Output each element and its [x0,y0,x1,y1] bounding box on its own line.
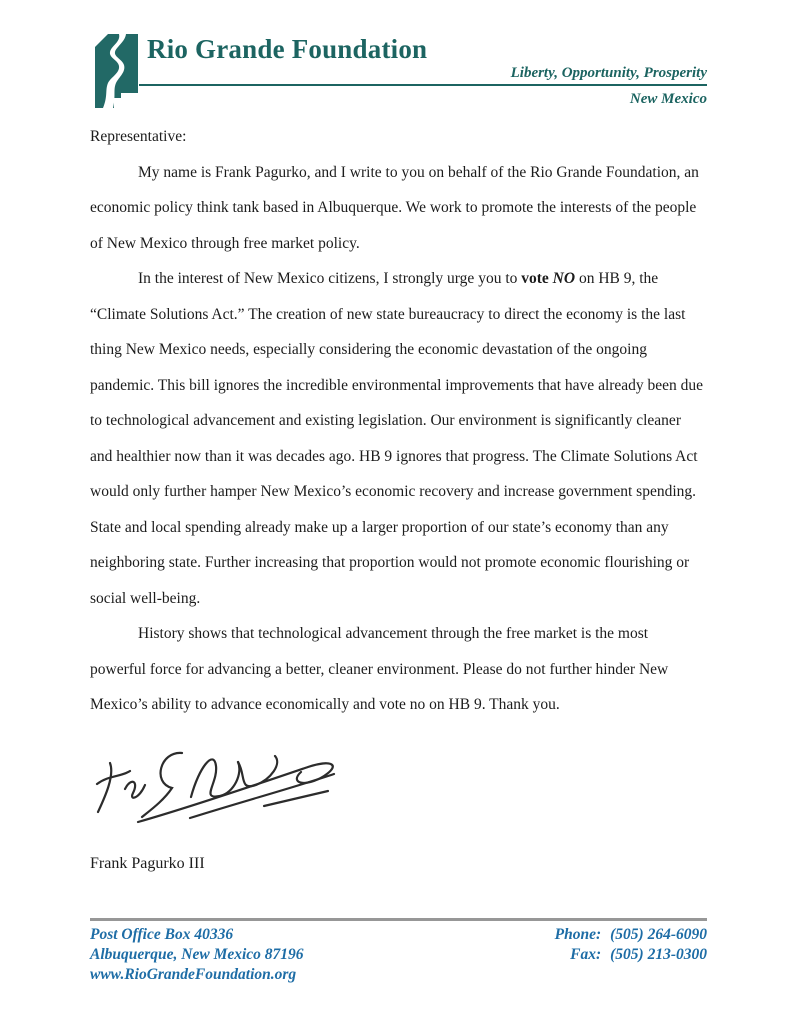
organization-name: Rio Grande Foundation [147,34,428,64]
address-line-city: Albuquerque, New Mexico 87196 [90,946,304,963]
paragraph-hb9-text-rest: on HB 9, the “Climate Solutions Act.” The creation of new state bureaucracy to direct the economy is the last thing New Mexico needs, especially considering the economic devastation of the ongoing pandemic. This bill ignores the incredible environmental improvements that have already been due to technological advancement and existing legislation. Our environment is significantly cleaner and healthier now than it was decades ago. HB 9 ignores that progress. The Climate Solutions Act would only further hamper New Mexico’s economic recovery and increase government spending. State and local spending already make up a larger proportion of our state’s economy than any neighboring state. Further increasing that proportion would not promote economic flourishing or social well-being. [90,270,704,607]
footer [90,918,707,985]
handwritten-signature-image [94,739,342,824]
footer-address-block [90,925,304,985]
letter-content [90,0,707,873]
salutation: Representative: [90,128,187,145]
fax-line [555,945,707,965]
rio-grande-river-logo-icon [92,33,139,110]
tagline: Liberty, Opportunity, Prosperity [510,65,707,81]
fax-label: Fax: [570,946,602,963]
signer-name: Frank Pagurko III [90,854,205,872]
phone-label: Phone: [554,926,602,943]
paragraph-hb9-text-start: In the interest of New Mexico citizens, I strongly urge you to [138,270,522,287]
paragraph-closing: History shows that technological advancement through the free market is the most powerful force for advancing a better, cleaner environment. Please do not further hinder New Mexico’s ability to advance economically and vote no on HB 9. Thank you. [90,625,669,713]
fax-number: (505) 213-0300 [610,946,707,963]
paragraph-introduction: My name is Frank Pagurko, and I write to you on behalf of the Rio Grande Foundation, an economic policy think tank based in Albuquerque. We work to promote the interests of the people of New Mexico through free market policy. [90,163,699,252]
paragraph-hb9-urge [90,261,707,616]
region-label: New Mexico [629,91,707,107]
letterhead [90,33,707,119]
footer-contact-block [555,925,707,985]
header-divider [139,64,707,86]
phone-line [555,925,707,945]
vote-emphasis-bold: vote [521,270,553,287]
website-url: www.RioGrandeFoundation.org [90,966,297,983]
address-line-po-box: Post Office Box 40336 [90,926,234,943]
letter-body [90,119,707,723]
no-emphasis-bold-italic: NO [552,270,576,287]
phone-number: (505) 264-6090 [610,926,707,943]
